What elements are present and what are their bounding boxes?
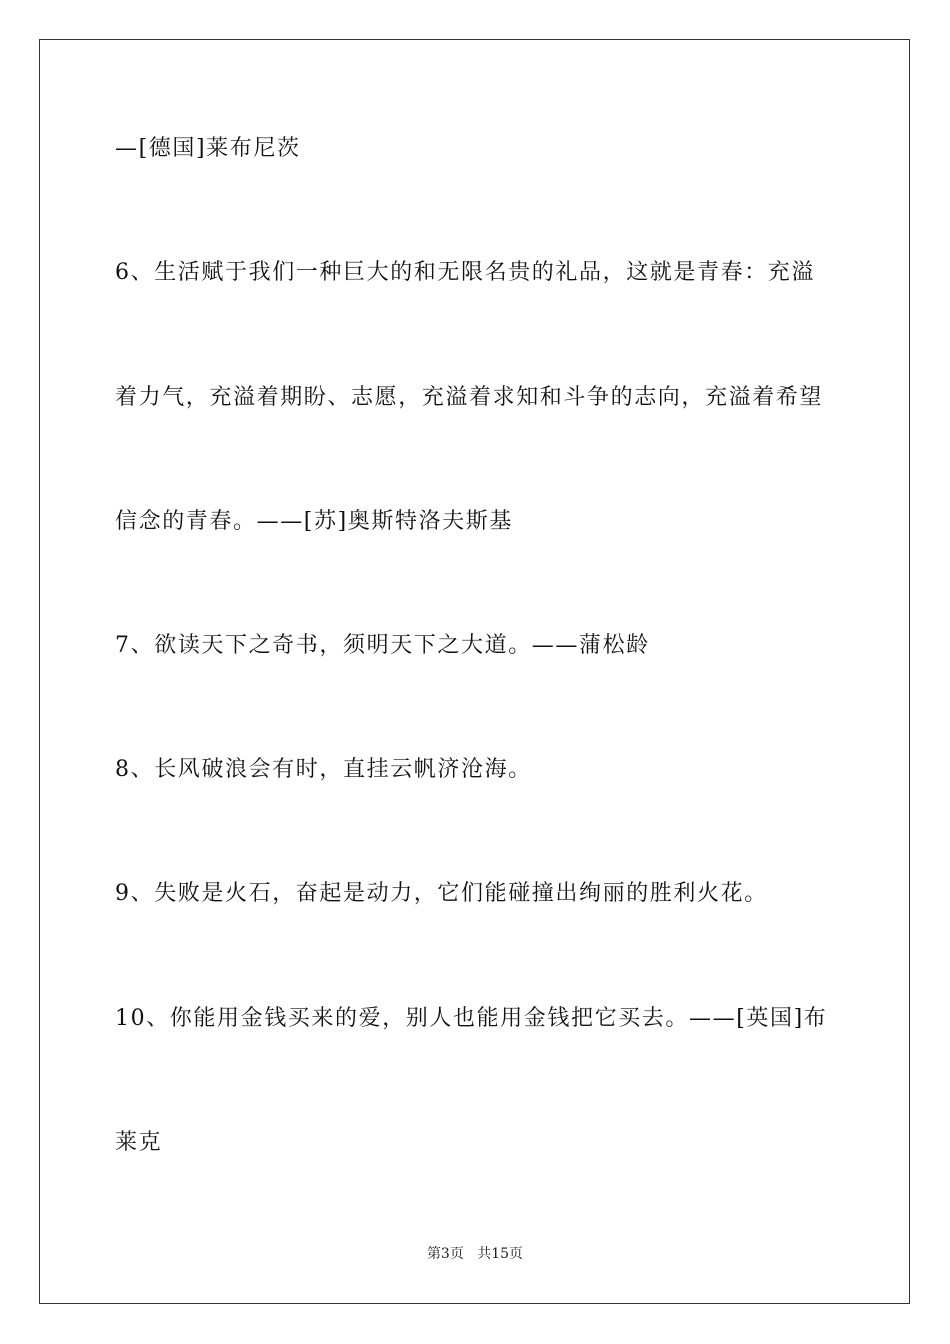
text-line-7: 9、失败是火石，奋起是动力，它们能碰撞出绚丽的胜利火花。 [115,881,768,906]
page-border [39,39,910,1304]
page-total: 共15页 [477,1246,524,1262]
page-footer [0,1245,950,1263]
text-line-2: 6、生活赋于我们一种巨大的和无限名贵的礼品，这就是青春：充溢 [115,260,815,285]
text-line-9: 莱克 [115,1130,163,1155]
text-line-6: 8、长风破浪会有时，直挂云帆济沧海。 [115,757,532,782]
text-line-5: 7、欲读天下之奇书，须明天下之大道。——蒲松龄 [115,633,650,658]
page-number: 第3页 [426,1246,464,1262]
text-line-4: 信念的青春。——[苏]奥斯特洛夫斯基 [115,509,513,534]
text-line-3: 着力气，充溢着期盼、志愿，充溢着求知和斗争的志向，充溢着希望 [115,385,824,410]
text-line-1: —[德国]莱布尼茨 [115,136,301,161]
text-line-8: 10、你能用金钱买来的爱，别人也能用金钱把它买去。——[英国]布 [115,1006,828,1031]
